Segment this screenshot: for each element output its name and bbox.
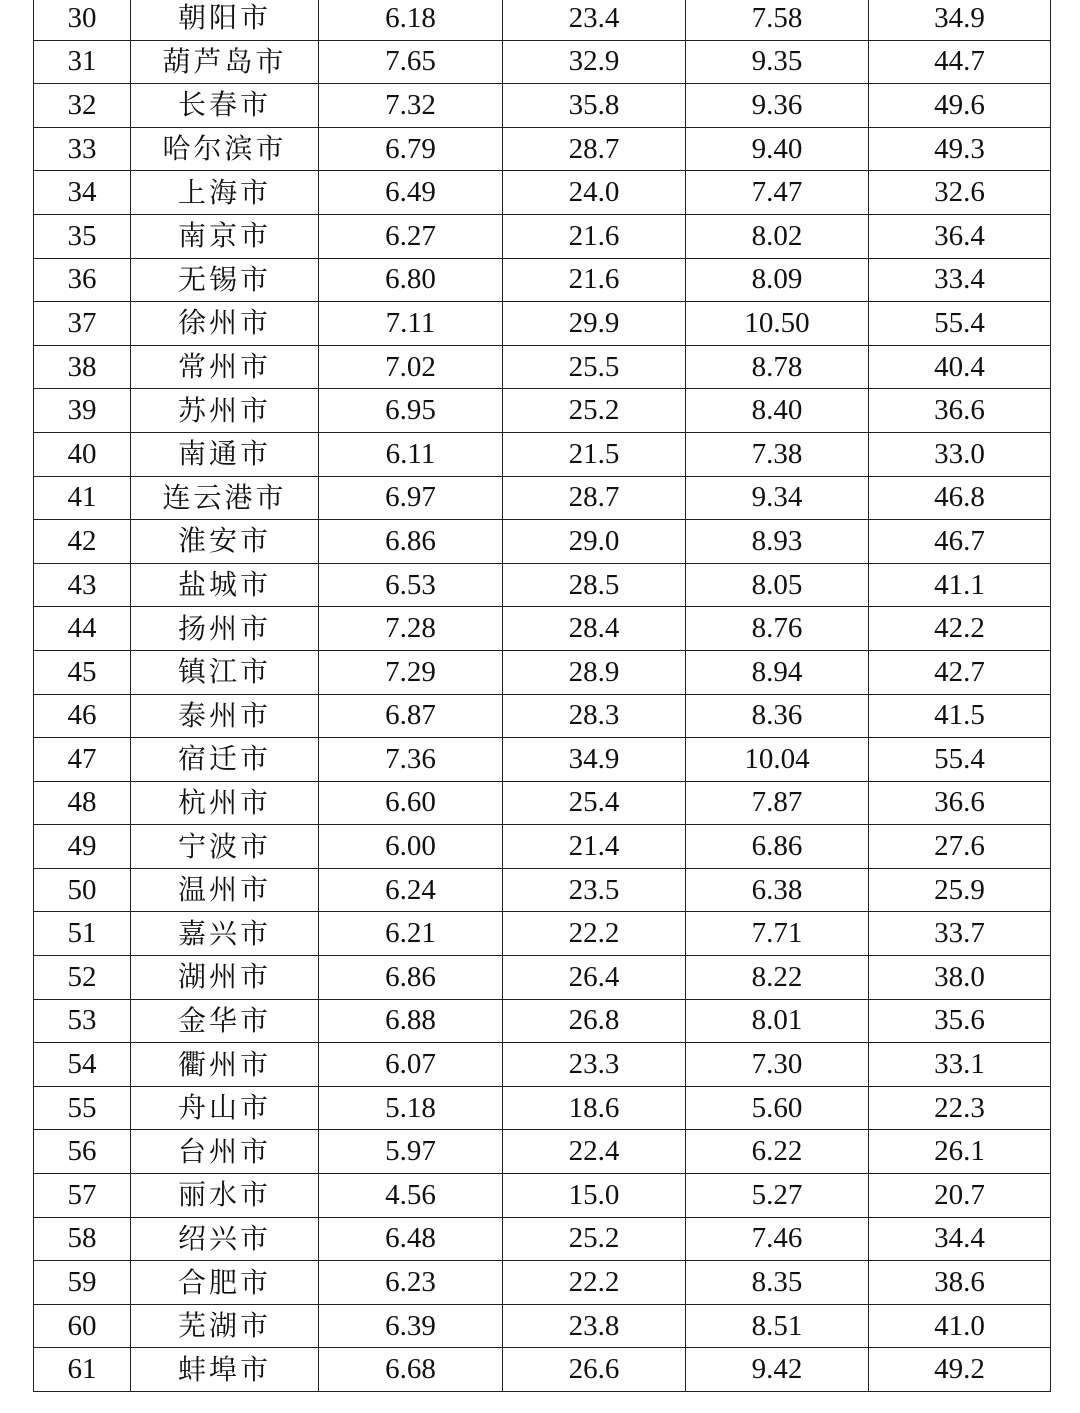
cell-value-4: 41.5 <box>869 694 1051 738</box>
cell-index: 61 <box>34 1348 131 1392</box>
cell-index: 37 <box>34 302 131 346</box>
cell-value-2: 28.9 <box>503 650 686 694</box>
table-row <box>34 956 1051 1000</box>
table-row <box>34 84 1051 128</box>
cell-value-1: 7.02 <box>319 345 503 389</box>
cell-city: 葫芦岛市 <box>131 40 319 84</box>
cell-value-4: 49.2 <box>869 1348 1051 1392</box>
cell-value-1: 6.53 <box>319 563 503 607</box>
cell-city: 南通市 <box>131 432 319 476</box>
cell-index: 40 <box>34 432 131 476</box>
cell-value-1: 6.80 <box>319 258 503 302</box>
cell-index: 46 <box>34 694 131 738</box>
cell-city: 绍兴市 <box>131 1217 319 1261</box>
cell-index: 47 <box>34 738 131 782</box>
cell-value-4: 46.8 <box>869 476 1051 520</box>
cell-city: 无锡市 <box>131 258 319 302</box>
cell-city: 芜湖市 <box>131 1304 319 1348</box>
cell-value-1: 6.48 <box>319 1217 503 1261</box>
table-row <box>34 476 1051 520</box>
cell-city: 宁波市 <box>131 825 319 869</box>
cell-value-3: 8.02 <box>686 214 869 258</box>
cell-city: 台州市 <box>131 1130 319 1174</box>
cell-value-3: 6.38 <box>686 868 869 912</box>
cell-value-4: 42.7 <box>869 650 1051 694</box>
cell-value-4: 33.0 <box>869 432 1051 476</box>
cell-value-4: 33.1 <box>869 1043 1051 1087</box>
cell-value-2: 28.4 <box>503 607 686 651</box>
cell-value-3: 6.86 <box>686 825 869 869</box>
cell-value-4: 26.1 <box>869 1130 1051 1174</box>
cell-city: 杭州市 <box>131 781 319 825</box>
data-table-container <box>33 0 1050 1392</box>
cell-value-2: 26.6 <box>503 1348 686 1392</box>
cell-value-1: 6.79 <box>319 127 503 171</box>
cell-index: 33 <box>34 127 131 171</box>
cell-city: 扬州市 <box>131 607 319 651</box>
cell-value-4: 25.9 <box>869 868 1051 912</box>
cell-index: 44 <box>34 607 131 651</box>
cell-value-1: 7.32 <box>319 84 503 128</box>
cell-value-3: 10.04 <box>686 738 869 782</box>
table-row <box>34 127 1051 171</box>
table-row <box>34 432 1051 476</box>
cell-index: 58 <box>34 1217 131 1261</box>
cell-value-2: 35.8 <box>503 84 686 128</box>
cell-city: 长春市 <box>131 84 319 128</box>
cell-city: 丽水市 <box>131 1174 319 1218</box>
cell-value-3: 8.09 <box>686 258 869 302</box>
cell-value-4: 38.6 <box>869 1261 1051 1305</box>
cell-value-3: 8.93 <box>686 520 869 564</box>
cell-value-3: 8.51 <box>686 1304 869 1348</box>
cell-value-2: 23.3 <box>503 1043 686 1087</box>
cell-value-4: 41.0 <box>869 1304 1051 1348</box>
table-row <box>34 171 1051 215</box>
cell-value-3: 6.22 <box>686 1130 869 1174</box>
cell-index: 54 <box>34 1043 131 1087</box>
cell-city: 蚌埠市 <box>131 1348 319 1392</box>
cell-value-1: 6.95 <box>319 389 503 433</box>
cell-city: 衢州市 <box>131 1043 319 1087</box>
table-row <box>34 563 1051 607</box>
cell-value-4: 22.3 <box>869 1086 1051 1130</box>
cell-value-2: 22.4 <box>503 1130 686 1174</box>
cell-value-4: 44.7 <box>869 40 1051 84</box>
cell-value-3: 9.42 <box>686 1348 869 1392</box>
cell-index: 52 <box>34 956 131 1000</box>
cell-value-2: 26.8 <box>503 999 686 1043</box>
cell-value-3: 8.94 <box>686 650 869 694</box>
cell-city: 湖州市 <box>131 956 319 1000</box>
cell-city: 嘉兴市 <box>131 912 319 956</box>
cell-city: 朝阳市 <box>131 0 319 40</box>
cell-value-1: 7.65 <box>319 40 503 84</box>
cell-index: 45 <box>34 650 131 694</box>
cell-value-3: 7.87 <box>686 781 869 825</box>
table-row <box>34 825 1051 869</box>
table-row <box>34 214 1051 258</box>
cell-value-1: 6.23 <box>319 1261 503 1305</box>
cell-index: 50 <box>34 868 131 912</box>
cell-index: 34 <box>34 171 131 215</box>
cell-value-2: 34.9 <box>503 738 686 782</box>
cell-value-3: 8.40 <box>686 389 869 433</box>
table-row <box>34 999 1051 1043</box>
cell-value-4: 36.6 <box>869 389 1051 433</box>
cell-value-1: 7.29 <box>319 650 503 694</box>
cell-city: 徐州市 <box>131 302 319 346</box>
cell-value-3: 9.35 <box>686 40 869 84</box>
cell-value-4: 34.4 <box>869 1217 1051 1261</box>
cell-value-2: 18.6 <box>503 1086 686 1130</box>
table-row <box>34 868 1051 912</box>
cell-city: 宿迁市 <box>131 738 319 782</box>
table-row <box>34 1261 1051 1305</box>
cell-index: 57 <box>34 1174 131 1218</box>
cell-value-2: 28.7 <box>503 476 686 520</box>
cell-city: 温州市 <box>131 868 319 912</box>
cell-city: 金华市 <box>131 999 319 1043</box>
cell-value-4: 36.4 <box>869 214 1051 258</box>
cell-value-3: 8.78 <box>686 345 869 389</box>
cell-value-2: 23.5 <box>503 868 686 912</box>
cell-value-1: 7.11 <box>319 302 503 346</box>
cell-index: 35 <box>34 214 131 258</box>
cell-value-1: 6.86 <box>319 956 503 1000</box>
cell-index: 60 <box>34 1304 131 1348</box>
cell-value-1: 6.49 <box>319 171 503 215</box>
cell-index: 53 <box>34 999 131 1043</box>
cell-city: 镇江市 <box>131 650 319 694</box>
table-body <box>34 0 1051 1392</box>
cell-value-2: 21.6 <box>503 258 686 302</box>
cell-value-2: 28.3 <box>503 694 686 738</box>
table-row <box>34 781 1051 825</box>
cell-index: 56 <box>34 1130 131 1174</box>
cell-value-3: 8.22 <box>686 956 869 1000</box>
cell-value-4: 46.7 <box>869 520 1051 564</box>
cell-city: 淮安市 <box>131 520 319 564</box>
cell-index: 42 <box>34 520 131 564</box>
cell-value-3: 7.71 <box>686 912 869 956</box>
table-row <box>34 1217 1051 1261</box>
table-row <box>34 302 1051 346</box>
cell-value-1: 6.88 <box>319 999 503 1043</box>
cell-value-3: 7.46 <box>686 1217 869 1261</box>
cell-value-1: 6.97 <box>319 476 503 520</box>
cell-city: 南京市 <box>131 214 319 258</box>
cell-value-4: 42.2 <box>869 607 1051 651</box>
cell-value-2: 23.8 <box>503 1304 686 1348</box>
table-row <box>34 1086 1051 1130</box>
cell-value-2: 29.0 <box>503 520 686 564</box>
cell-value-2: 15.0 <box>503 1174 686 1218</box>
cell-index: 59 <box>34 1261 131 1305</box>
cell-value-3: 7.47 <box>686 171 869 215</box>
cell-value-3: 9.34 <box>686 476 869 520</box>
cell-value-4: 35.6 <box>869 999 1051 1043</box>
cell-value-4: 49.3 <box>869 127 1051 171</box>
cell-value-2: 25.5 <box>503 345 686 389</box>
table-row <box>34 0 1051 40</box>
cell-value-1: 4.56 <box>319 1174 503 1218</box>
cell-index: 49 <box>34 825 131 869</box>
cell-value-3: 9.40 <box>686 127 869 171</box>
cell-index: 38 <box>34 345 131 389</box>
cell-value-2: 28.5 <box>503 563 686 607</box>
cell-value-1: 6.87 <box>319 694 503 738</box>
cell-value-4: 34.9 <box>869 0 1051 40</box>
cell-city: 上海市 <box>131 171 319 215</box>
cell-value-2: 21.5 <box>503 432 686 476</box>
cell-value-1: 7.28 <box>319 607 503 651</box>
cell-value-3: 8.36 <box>686 694 869 738</box>
cell-index: 39 <box>34 389 131 433</box>
cell-value-3: 10.50 <box>686 302 869 346</box>
cell-value-3: 7.58 <box>686 0 869 40</box>
table-row <box>34 738 1051 782</box>
cell-value-3: 7.30 <box>686 1043 869 1087</box>
cell-city: 连云港市 <box>131 476 319 520</box>
cell-index: 51 <box>34 912 131 956</box>
cell-value-2: 25.4 <box>503 781 686 825</box>
cell-value-3: 5.60 <box>686 1086 869 1130</box>
cell-value-2: 32.9 <box>503 40 686 84</box>
cell-value-4: 36.6 <box>869 781 1051 825</box>
cell-value-2: 21.4 <box>503 825 686 869</box>
cell-index: 48 <box>34 781 131 825</box>
cell-value-1: 6.18 <box>319 0 503 40</box>
cell-value-1: 6.21 <box>319 912 503 956</box>
cell-value-4: 40.4 <box>869 345 1051 389</box>
cell-value-3: 8.05 <box>686 563 869 607</box>
cell-city: 合肥市 <box>131 1261 319 1305</box>
table-row <box>34 650 1051 694</box>
table-row <box>34 607 1051 651</box>
cell-index: 31 <box>34 40 131 84</box>
cell-value-1: 7.36 <box>319 738 503 782</box>
cell-index: 36 <box>34 258 131 302</box>
cell-value-1: 6.27 <box>319 214 503 258</box>
cell-index: 43 <box>34 563 131 607</box>
cell-value-1: 5.97 <box>319 1130 503 1174</box>
cell-city: 盐城市 <box>131 563 319 607</box>
cell-value-4: 33.7 <box>869 912 1051 956</box>
cell-value-2: 29.9 <box>503 302 686 346</box>
table-row <box>34 1304 1051 1348</box>
cell-value-1: 6.07 <box>319 1043 503 1087</box>
cell-value-2: 28.7 <box>503 127 686 171</box>
cell-index: 41 <box>34 476 131 520</box>
cell-value-4: 32.6 <box>869 171 1051 215</box>
cell-value-2: 22.2 <box>503 1261 686 1305</box>
cell-value-4: 41.1 <box>869 563 1051 607</box>
cell-value-4: 33.4 <box>869 258 1051 302</box>
cell-value-2: 25.2 <box>503 1217 686 1261</box>
cell-value-4: 55.4 <box>869 738 1051 782</box>
cell-city: 泰州市 <box>131 694 319 738</box>
cell-value-2: 23.4 <box>503 0 686 40</box>
table-row <box>34 912 1051 956</box>
cell-value-1: 6.24 <box>319 868 503 912</box>
cell-value-1: 6.00 <box>319 825 503 869</box>
table-row <box>34 520 1051 564</box>
table-row <box>34 694 1051 738</box>
cell-city: 常州市 <box>131 345 319 389</box>
cell-value-4: 38.0 <box>869 956 1051 1000</box>
table-row <box>34 345 1051 389</box>
cell-value-3: 9.36 <box>686 84 869 128</box>
table-row <box>34 1174 1051 1218</box>
cell-index: 55 <box>34 1086 131 1130</box>
cell-index: 30 <box>34 0 131 40</box>
cell-value-1: 6.68 <box>319 1348 503 1392</box>
cell-city: 苏州市 <box>131 389 319 433</box>
cell-value-3: 8.76 <box>686 607 869 651</box>
cell-value-2: 24.0 <box>503 171 686 215</box>
cell-value-3: 8.01 <box>686 999 869 1043</box>
cell-value-3: 5.27 <box>686 1174 869 1218</box>
cell-value-4: 55.4 <box>869 302 1051 346</box>
cell-value-2: 26.4 <box>503 956 686 1000</box>
table-row <box>34 1130 1051 1174</box>
table-row <box>34 40 1051 84</box>
cell-value-4: 20.7 <box>869 1174 1051 1218</box>
data-table <box>33 0 1051 1392</box>
cell-value-2: 25.2 <box>503 389 686 433</box>
cell-city: 舟山市 <box>131 1086 319 1130</box>
cell-value-1: 6.60 <box>319 781 503 825</box>
table-row <box>34 1348 1051 1392</box>
cell-value-4: 49.6 <box>869 84 1051 128</box>
cell-value-2: 21.6 <box>503 214 686 258</box>
cell-value-4: 27.6 <box>869 825 1051 869</box>
cell-index: 32 <box>34 84 131 128</box>
cell-value-1: 5.18 <box>319 1086 503 1130</box>
cell-value-2: 22.2 <box>503 912 686 956</box>
table-row <box>34 258 1051 302</box>
table-row <box>34 389 1051 433</box>
cell-value-3: 8.35 <box>686 1261 869 1305</box>
cell-value-1: 6.11 <box>319 432 503 476</box>
cell-city: 哈尔滨市 <box>131 127 319 171</box>
cell-value-1: 6.39 <box>319 1304 503 1348</box>
cell-value-3: 7.38 <box>686 432 869 476</box>
cell-value-1: 6.86 <box>319 520 503 564</box>
table-row <box>34 1043 1051 1087</box>
